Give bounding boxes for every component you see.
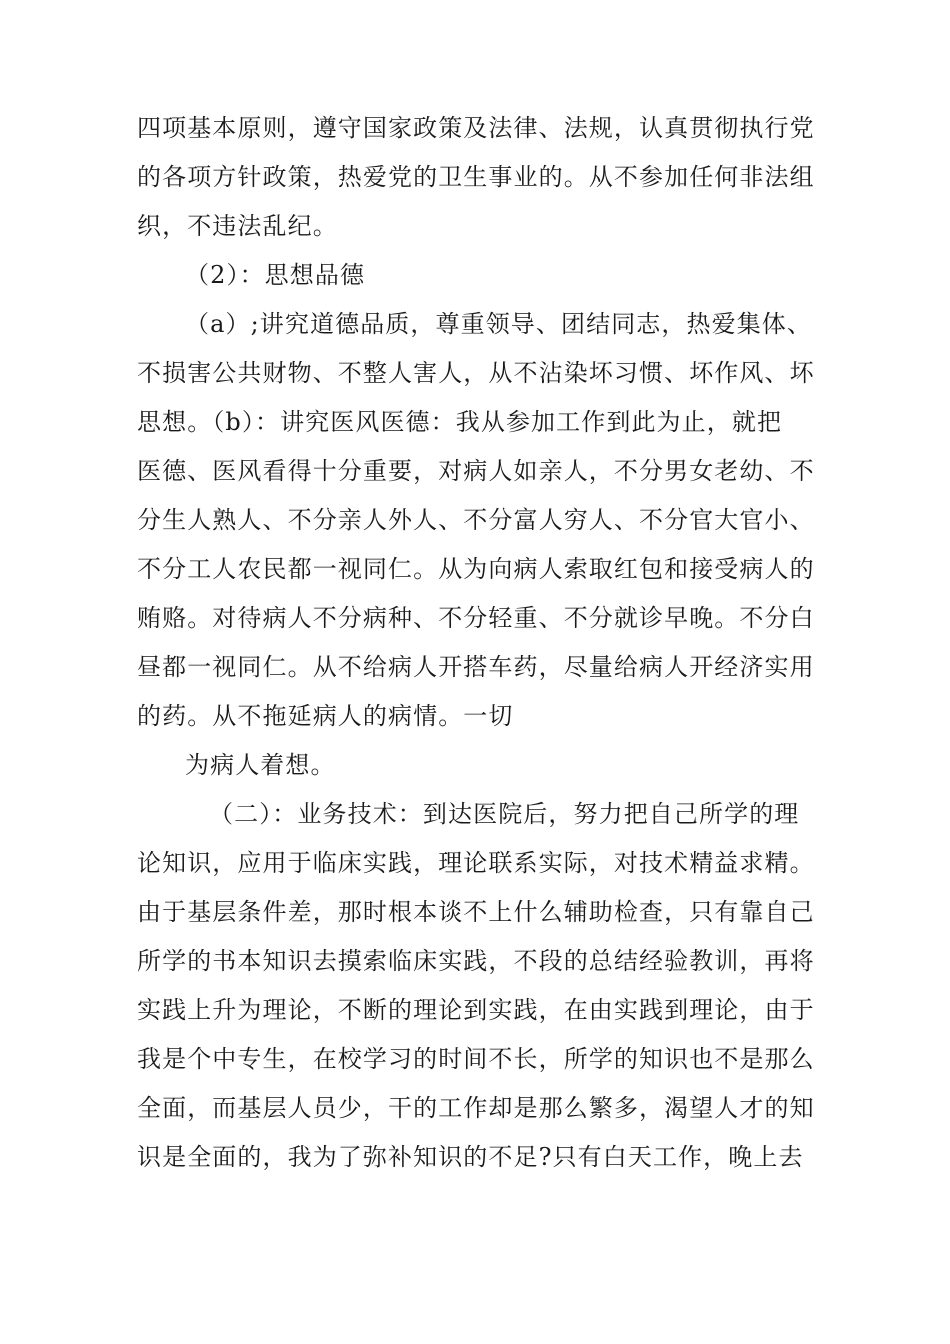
text-line-17: 由于基层条件差，那时根本谈不上什么辅助检查，只有靠自己: [137, 898, 815, 926]
text-line-1: 四项基本原则，遵守国家政策及法律、法规，认真贯彻执行党: [137, 114, 815, 142]
text-line-10: 不分工人农民都一视同仁。从为向病人索取红包和接受病人的: [137, 555, 815, 583]
section-heading-2: （2）：思想品德: [185, 261, 366, 289]
text-line-19: 实践上升为理论，不断的理论到实践，在由实践到理论，由于: [137, 996, 815, 1024]
text-line-2: 的各项方针政策，热爱党的卫生事业的。从不参加任何非法组: [137, 163, 815, 191]
section-heading-business: （二）：业务技术：到达医院后，努力把自己所学的理: [209, 800, 800, 828]
text-line-6: 不损害公共财物、不整人害人，从不沾染坏习惯、坏作风、坏: [137, 359, 815, 387]
text-line-9: 分生人熟人、不分亲人外人、不分富人穷人、不分官大官小、: [137, 506, 815, 534]
text-line-14: 为病人着想。: [185, 751, 336, 779]
text-line-3: 织，不违法乱纪。: [137, 212, 338, 240]
text-line-12: 昼都一视同仁。从不给病人开搭车药，尽量给病人开经济实用: [137, 653, 815, 681]
text-line-22: 识是全面的，我为了弥补知识的不足?只有白天工作，晚上去: [137, 1143, 804, 1171]
text-line-11: 贿赂。对待病人不分病种、不分轻重、不分就诊早晚。不分白: [137, 604, 815, 632]
text-line-16: 论知识，应用于临床实践，理论联系实际，对技术精益求精。: [137, 849, 815, 877]
text-line-8: 医德、医风看得十分重要，对病人如亲人，不分男女老幼、不: [137, 457, 815, 485]
text-line-21: 全面，而基层人员少，干的工作却是那么繁多，渴望人才的知: [137, 1094, 815, 1122]
text-line-7: 思想。（b）：讲究医风医德：我从参加工作到此为止，就把: [137, 408, 783, 436]
text-line-20: 我是个中专生，在校学习的时间不长，所学的知识也不是那么: [137, 1045, 815, 1073]
text-line-5: （a）;讲究道德品质，尊重领导、团结同志，热爱集体、: [185, 310, 812, 338]
text-line-13: 的药。从不拖延病人的病情。一切: [137, 702, 514, 730]
text-line-18: 所学的书本知识去摸索临床实践，不段的总结经验教训，再将: [137, 947, 815, 975]
